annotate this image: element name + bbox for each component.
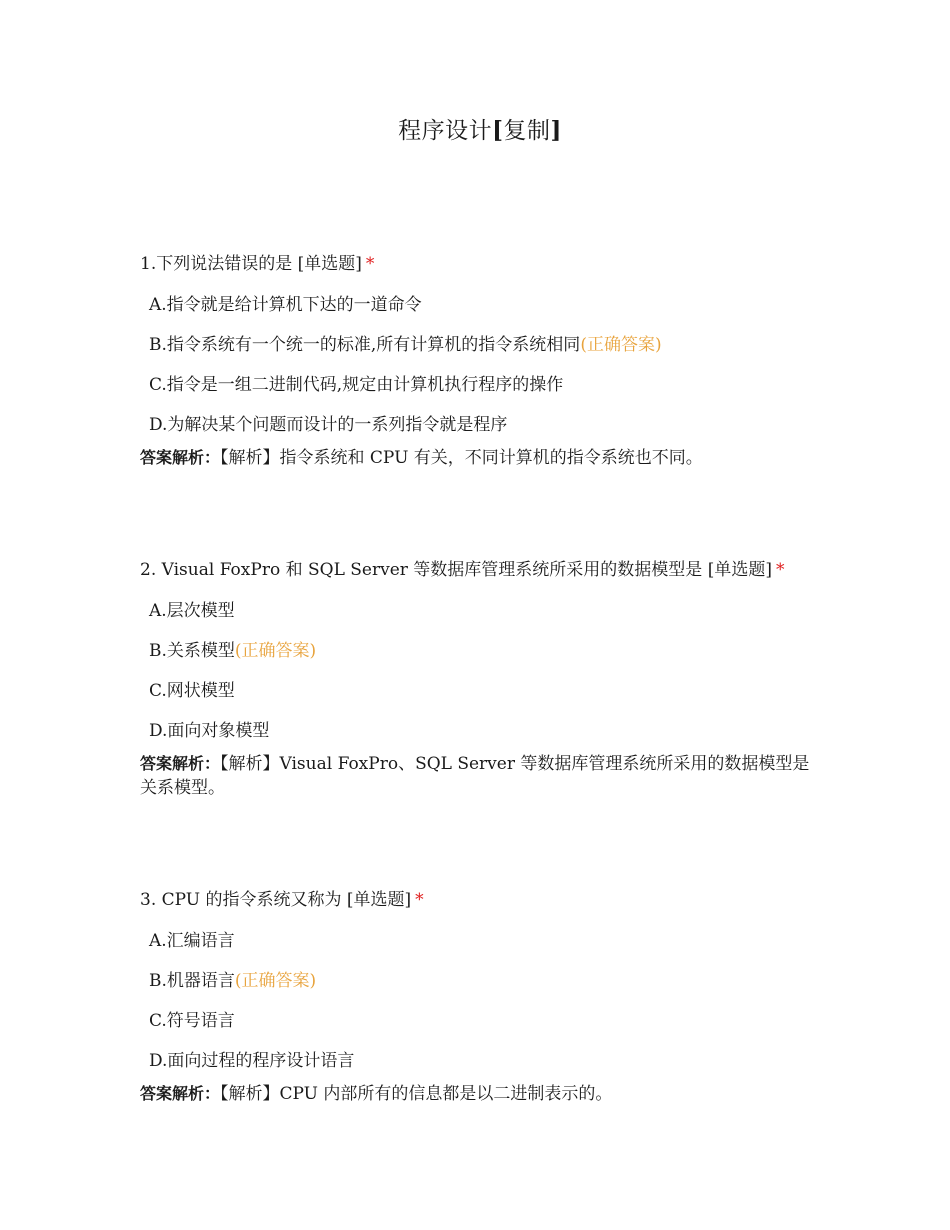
answer-analysis <box>140 1082 820 1106</box>
required-star: * <box>775 560 785 580</box>
option-text: A.汇编语言 <box>149 931 235 951</box>
option-text: D.面向对象模型 <box>149 721 270 741</box>
option-text: C.符号语言 <box>149 1011 235 1031</box>
question-2 <box>140 558 820 800</box>
question-stem <box>140 252 820 276</box>
option-a <box>149 293 820 333</box>
analysis-label: 答案解析： <box>140 754 221 773</box>
analysis-label: 答案解析： <box>140 448 221 467</box>
title-bracket-close: ] <box>550 117 562 144</box>
analysis-label: 答案解析： <box>140 1084 221 1103</box>
option-c <box>149 373 820 413</box>
option-text: B.指令系统有一个统一的标准,所有计算机的指令系统相同 <box>149 335 581 355</box>
required-star: * <box>365 254 375 274</box>
analysis-text: 【解析】Visual FoxPro、SQL Server 等数据库管理系统所采用的数据模型是关系模型。 <box>140 754 810 798</box>
option-a <box>149 929 820 969</box>
option-text: A.指令就是给计算机下达的一道命令 <box>149 295 422 315</box>
options-list <box>149 929 820 1089</box>
correct-answer-mark: (正确答案) <box>580 335 662 355</box>
page-title <box>0 112 950 145</box>
option-c <box>149 679 820 719</box>
option-text: D.为解决某个问题而设计的一系列指令就是程序 <box>149 415 508 435</box>
question-3 <box>140 888 820 1106</box>
analysis-text: 【解析】指令系统和 CPU 有关，不同计算机的指令系统也不同。 <box>220 448 703 468</box>
option-text: D.面向过程的程序设计语言 <box>149 1051 355 1071</box>
question-stem-text: 2. Visual FoxPro 和 SQL Server 等数据库管理系统所采用的数据模型是 [单选题] <box>140 560 772 580</box>
option-text: C.网状模型 <box>149 681 235 701</box>
title-bracket-open: [ <box>492 117 504 144</box>
question-1 <box>140 252 820 470</box>
option-c <box>149 1009 820 1049</box>
analysis-text: 【解析】CPU 内部所有的信息都是以二进制表示的。 <box>220 1084 613 1104</box>
option-text: B.关系模型 <box>149 641 235 661</box>
question-stem <box>140 888 820 912</box>
correct-answer-mark: (正确答案) <box>234 971 317 991</box>
question-stem <box>140 558 820 582</box>
answer-analysis <box>140 752 820 800</box>
options-list <box>149 293 820 453</box>
option-a <box>149 599 820 639</box>
question-stem-text: 1.下列说法错误的是 [单选题] <box>140 254 362 274</box>
option-text: A.层次模型 <box>149 601 235 621</box>
option-b <box>149 333 820 373</box>
correct-answer-mark: (正确答案) <box>234 641 317 661</box>
title-bracket-word: 复制 <box>503 118 551 144</box>
page-title-text: 程序设计 <box>398 118 493 144</box>
required-star: * <box>415 890 424 910</box>
answer-analysis <box>140 446 820 470</box>
option-b <box>149 639 820 679</box>
option-text: C.指令是一组二进制代码,规定由计算机执行程序的操作 <box>149 375 564 395</box>
option-text: B.机器语言 <box>149 971 235 991</box>
options-list <box>149 599 820 759</box>
question-stem-text: 3. CPU 的指令系统又称为 [单选题] <box>140 890 412 910</box>
option-b <box>149 969 820 1009</box>
